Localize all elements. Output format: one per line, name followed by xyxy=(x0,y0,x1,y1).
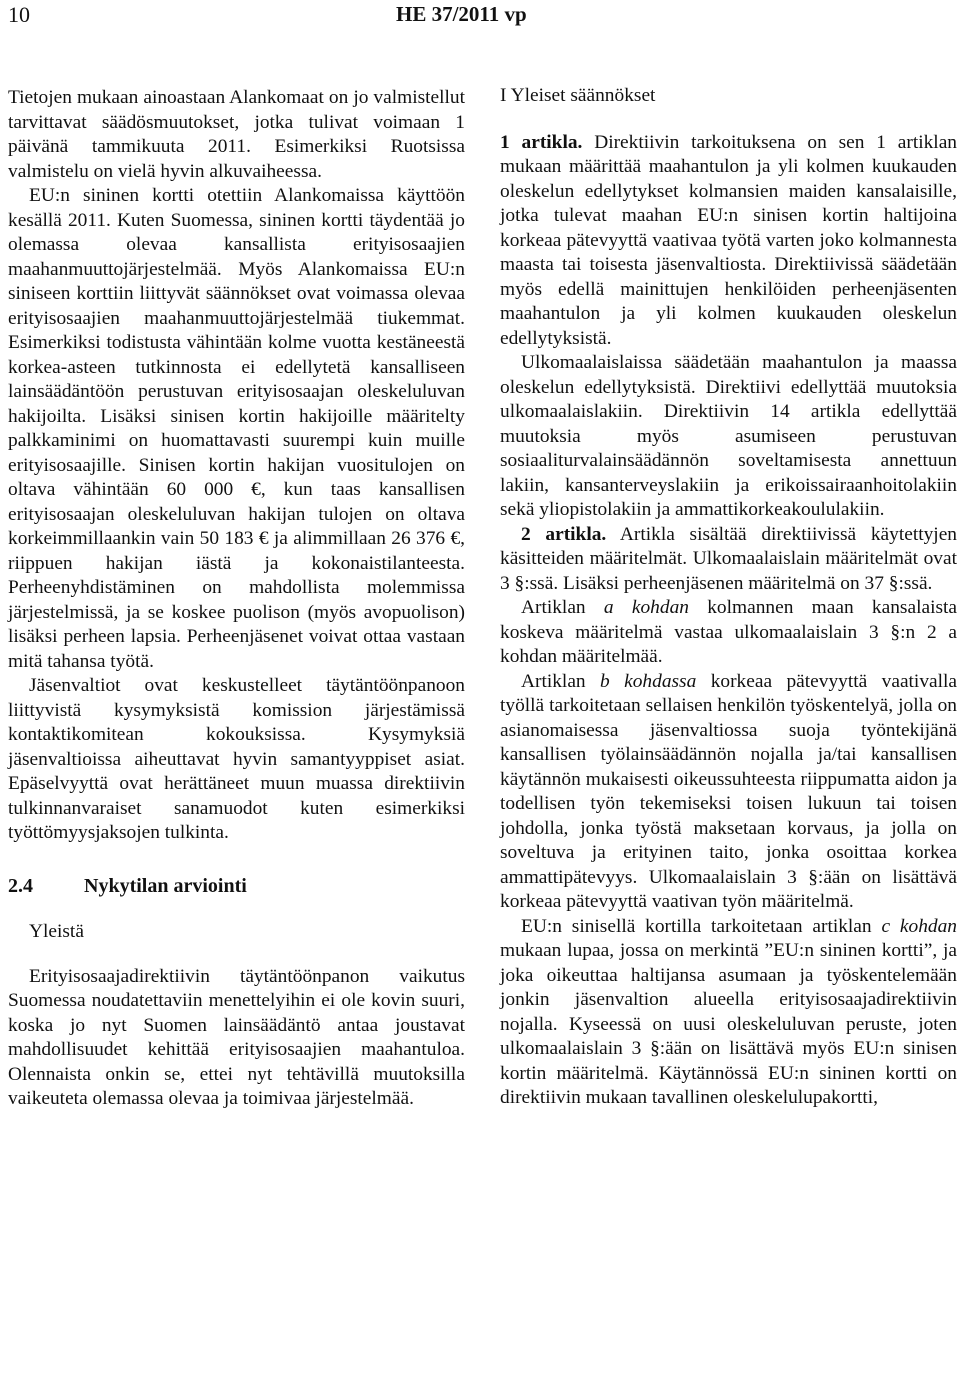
section-title: Nykytilan arviointi xyxy=(84,874,247,897)
right-column xyxy=(500,84,957,1111)
subheading: Yleistä xyxy=(29,921,84,942)
text-run: mukaan lupaa, jossa on merkintä ”EU:n sininen kortti”, ja joka oikeuttaa haltijansa asumaan ja työskentelemään jonkin jäsenvaltion alueella erityisosaajadirektiivin nojalla. Kyseessä on uusi oleskeluluvan peruste, joten ulkomaalaislain 3 §:ään on lisättävä myös EU:n sinisen kortin määritelmä. Käytännössä EU:n sininen kortti on direktiivin mukaan tavallinen oleskelulupakortti, xyxy=(500,940,957,1108)
paragraph xyxy=(500,523,957,597)
article-label: 1 artikla. xyxy=(500,131,583,153)
text-run: Artiklan xyxy=(521,670,601,692)
paragraph xyxy=(500,670,957,915)
paragraph xyxy=(500,915,957,1111)
paragraph: Jäsenvaltiot ovat keskustelleet täytäntöönpanoon liittyvistä kysymyksistä komission järjestämissä kontaktikomitean kokouksissa. Kysymyksiä jäsenvaltioissa aiheuttavat hyvin samantyyppiset asiat. Epäselvyyttä ovat herättäneet muun muassa direktiivin tulkinnanvaraiset sanamuodot kuten esimerkiksi työttömyysjaksojen tulkinta. xyxy=(8,675,465,843)
section-number: 2.4 xyxy=(8,874,33,897)
text-run: korkeaa pätevyyttä vaativalla työllä tarkoitetaan sellaisen henkilön työskentelyä, jolla on asianomaisessa jäsenvaltiossa suoja työntekijänä kansallisen työlainsäädännön nojalla ja/tai kansallisen käytännön mukaisesti oikeussuhteesta riippumatta aidon ja todellisen työn tekemiseksi toisen lukuun tai toisen johdolla, jonka työstä maksetaan korvaus, ja jolla on soveltuva ja erityinen taito, jonka osoittaa korkea ammattipätevyys. Ulkomaalaislain 3 §:ään on lisättävä korkeaa pätevyyttä vaativan työn määritelmä. xyxy=(500,670,958,912)
paragraph xyxy=(500,596,957,670)
text-run: Artiklan xyxy=(521,597,604,618)
paragraph: EU:n sininen kortti otettiin Alankomaissa käyttöön kesällä 2011. Kuten Suomessa, sininen kortti täydentää jo olemassa olevaa kansallista erityisosaajien maahanmuuttojärjestelmää. Myös Alankomaissa EU:n siniseen korttiin liittyvät säännökset ovat voimassa olevaa erityisosaajien maahanmuuttojärjestelmää tiukemmat. Esimerkiksi todistusta vähintään kolme vuotta kestäneestä korkea-asteen tutkinnosta ei edellytetä kansalliseen lainsäädäntöön perustuvan erityisosaajan oleskeluluvan hakijoilta. Lisäksi sinisen kortin hakijoille määritelty palkkaminimi on huomattavasti suurempi kuin muille erityisosaajille. Sinisen kortin hakijan vuositulojen on oltava vähintään 60 000 €, kun taas kansallisen erityisosaajan oleskeluluvan hakijan tulojen on oltava korkeimmillaankin vain 50 183 € ja alimmillaan 26 376 €, riippuen hakijan iästä ja kokonaistilanteesta. Perheenyhdistäminen on mahdollista molemmissa järjestelmissä, ja se koskee puolison (myös avopuolison) lisäksi perheen lapsia. Perheenjäsenet voivat ottaa vastaan mitä tahansa työtä. xyxy=(8,185,465,672)
article-label: 2 artikla. xyxy=(521,523,607,545)
chapter-heading: I Yleiset säännökset xyxy=(500,85,656,106)
paragraph: Erityisosaajadirektiivin täytäntöönpanon vaikutus Suomessa noudatettaviin menettelyihin ei ole kovin suuri, koska jo nyt Suomen lainsäädäntö antaa joustavat mahdollisuudet kehittää erityisosaajien maahantuloa. Olennaista onkin se, ettei nyt tehtävillä muutoksilla vaikeuteta olemassa olevaa ja toimivaa järjestelmää. xyxy=(8,965,465,1109)
left-column xyxy=(8,86,465,1112)
section-heading xyxy=(8,874,465,899)
emphasis: b kohdassa xyxy=(600,670,697,692)
paragraph: Tietojen mukaan ainoastaan Alankomaat on jo valmistellut tarvittavat säädösmuutokset, jotka tulivat voimaan 1 päivänä tammikuuta 2011. Esimerkiksi Ruotsissa valmistelu on vielä hyvin alkuvaiheessa. xyxy=(8,87,465,182)
article-text: Artikla sisältää direktiivissä käytettyjen käsitteiden määritelmät. Ulkomaalaislain määritelmät ovat 3 §:ssä. Lisäksi perheenjäsenen määritelmä on 37 §:ssä. xyxy=(500,523,957,594)
emphasis: a kohdan xyxy=(603,597,689,618)
article-text: Direktiivin tarkoituksena on sen 1 artiklan mukaan määrittää maahantulon ja yli kolmen kuukauden oleskelun edellytykset kolmansien maiden kansalaisille, jotka tulevat maahan EU:n sinisen kortin haltijoina korkeaa pätevyyttä vaativaa työtä varten joko kolmannesta maasta tai toisesta jäsenvaltiosta. Direktiivissä säädetään myös edellä mainittujen henkilöiden perheenjäsenten maahantulon ja yli kolmen kuukauden oleskelun edellytyksistä. xyxy=(500,131,957,349)
document-id: HE 37/2011 vp xyxy=(396,2,527,26)
paragraph: Ulkomaalaislaissa säädetään maahantulon ja maassa oleskelun edellytyksistä. Direktiivi edellyttää muutoksia ulkomaalaislakiin. Direktiivin 14 artikla edellyttää muutoksia myös asumiseen perustuvan sosiaaliturvalainsäädännön soveltamisesta annettuun lakiin, kansanterveyslakiin ja erikoissairaanhoitolakiin sekä yliopistolakiin ja ammattikorkeakoululakiin. xyxy=(500,352,957,520)
text-run: kolmannen maan kansalaista koskeva määritelmä vastaa ulkomaalaislain 3 §:n 2 a kohdan määritelmää. xyxy=(500,597,958,667)
text-run: EU:n sinisellä kortilla tarkoitetaan artiklan xyxy=(521,915,882,937)
paragraph xyxy=(500,131,957,352)
emphasis: c kohdan xyxy=(881,915,957,937)
page-number: 10 xyxy=(8,2,30,27)
